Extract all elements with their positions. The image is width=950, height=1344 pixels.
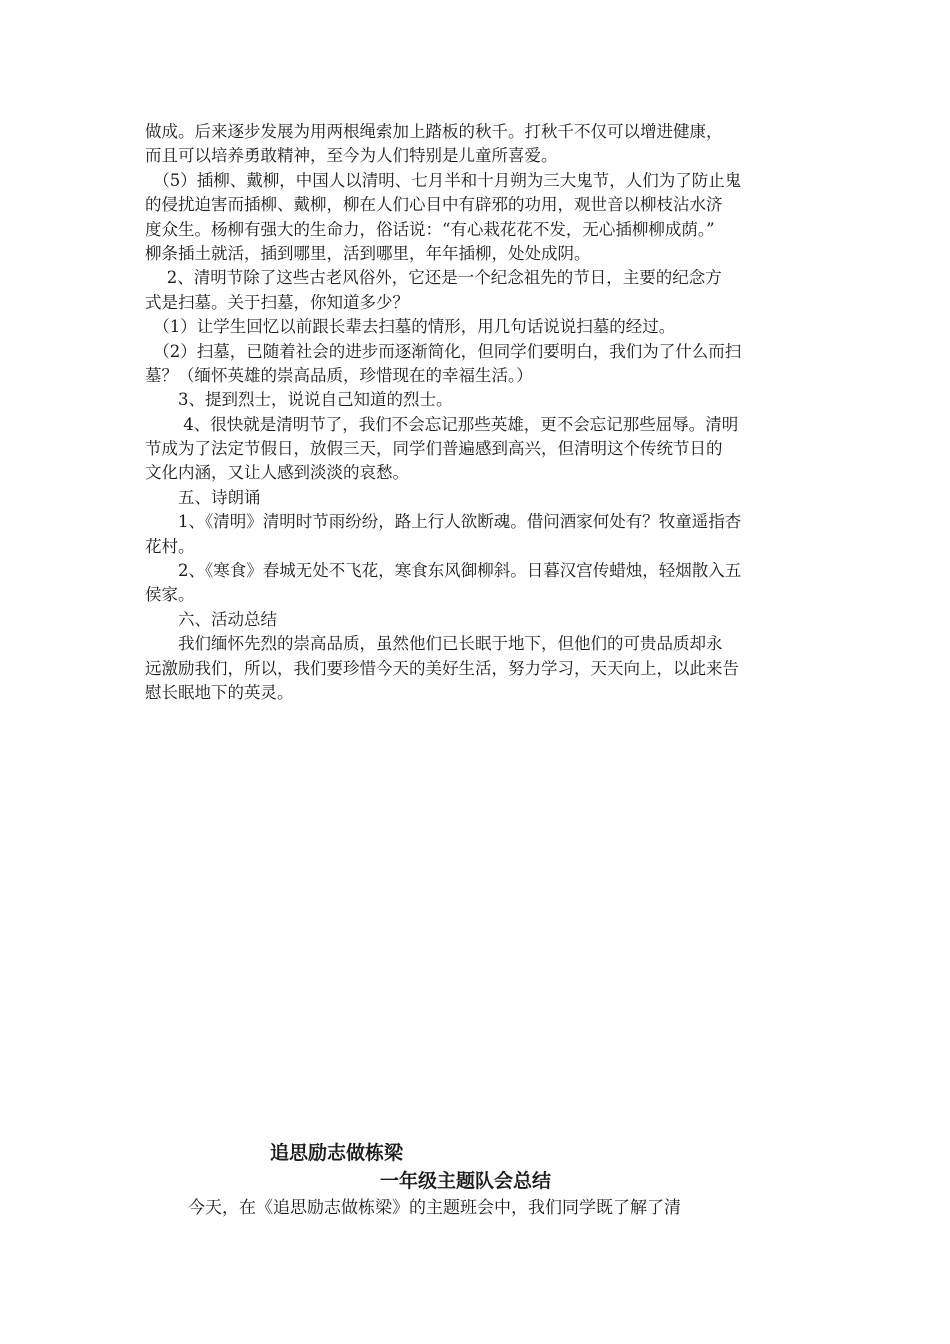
text-line: 1、《清明》清明时节雨纷纷，路上行人欲断魂。借问酒家何处有？牧童遥指杏 bbox=[145, 512, 742, 532]
text-line: （1）让学生回忆以前跟长辈去扫墓的情形，用几句话说说扫墓的经过。 bbox=[145, 317, 676, 337]
text-line: 我们缅怀先烈的崇高品质，虽然他们已长眠于地下，但他们的可贵品质却永 bbox=[145, 634, 723, 654]
body-text bbox=[145, 120, 810, 705]
text-line: 的侵扰迫害而插柳、戴柳，柳在人们心目中有辟邪的功用，观世音以柳枝沾水济 bbox=[145, 195, 723, 215]
text-line: 慰长眠地下的英灵。 bbox=[145, 682, 294, 702]
text-line: 侯家。 bbox=[145, 585, 195, 605]
text-line: 做成。后来逐步发展为用两根绳索加上踏板的秋千。打秋千不仅可以增进健康， bbox=[145, 122, 723, 141]
section-subtitle: 一年级主题队会总结 bbox=[380, 1170, 552, 1192]
text-line: 柳条插土就活，插到哪里，活到哪里，年年插柳，处处成阴。 bbox=[145, 243, 591, 263]
text-line: 而且可以培养勇敢精神，至今为人们特别是儿童所喜爱。 bbox=[145, 146, 558, 166]
section-heading: 五、诗朗诵 bbox=[145, 487, 261, 507]
text-line: （5）插柳、戴柳，中国人以清明、七月半和十月朔为三大鬼节，人们为了防止鬼 bbox=[145, 170, 742, 190]
closing-paragraph-line: 今天，在《追思励志做栋梁》的主题班会中，我们同学既了解了清 bbox=[188, 1198, 681, 1218]
text-line: 3、提到烈士，说说自己知道的烈士。 bbox=[145, 390, 453, 410]
text-line: 2、《寒食》春城无处不飞花，寒食东风御柳斜。日暮汉宫传蜡烛，轻烟散入五 bbox=[145, 561, 742, 581]
text-line: 4、很快就是清明节了，我们不会忘记那些英雄，更不会忘记那些屈辱。清明 bbox=[145, 414, 739, 434]
section-heading: 六、活动总结 bbox=[145, 609, 277, 629]
text-line: （2）扫墓，已随着社会的进步而逐渐简化，但同学们要明白，我们为了什么而扫 bbox=[145, 341, 742, 361]
text-line: 文化内涵，又让人感到淡淡的哀愁。 bbox=[145, 463, 409, 483]
text-line: 度众生。杨柳有强大的生命力，俗话说：“有心栽花花不发，无心插柳柳成荫。” bbox=[145, 219, 715, 239]
text-line: 墓？（缅怀英雄的崇高品质，珍惜现在的幸福生活。） bbox=[145, 365, 533, 385]
text-line: 节成为了法定节假日，放假三天，同学们普遍感到高兴，但清明这个传统节日的 bbox=[145, 439, 723, 459]
text-line: 花村。 bbox=[145, 536, 195, 556]
section-title: 追思励志做栋梁 bbox=[270, 1142, 404, 1164]
text-line: 式是扫墓。关于扫墓，你知道多少？ bbox=[145, 292, 409, 312]
text-line: 远激励我们，所以，我们要珍惜今天的美好生活，努力学习，天天向上，以此来告 bbox=[145, 658, 739, 678]
text-line: 2、清明节除了这些古老风俗外，它还是一个纪念祖先的节日，主要的纪念方 bbox=[145, 268, 722, 288]
